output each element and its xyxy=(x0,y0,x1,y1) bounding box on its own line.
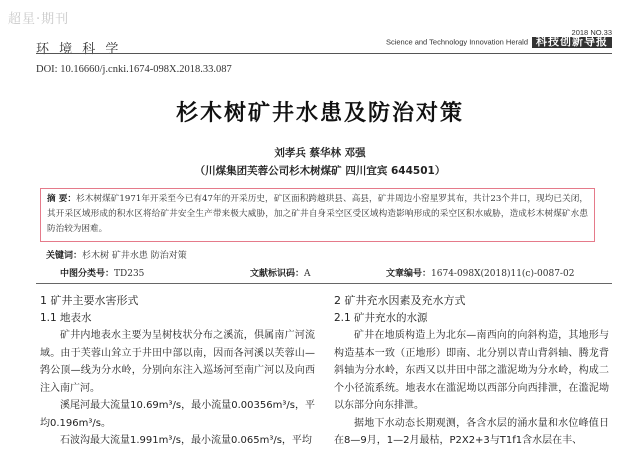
article-value: 1674-098X(2018)11(c)-0087-02 xyxy=(431,269,575,279)
abstract-text: 杉木树煤矿1971年开采至今已有47年的开采历史，矿区面积跨越珙县、高县，矿井周边小窑星罗其布，共计23个井口，现均已关闭，其开采区域形成的积水区将给矿井安全生产带来极大威胁，加之矿井自身采空区受区域构造影响形成的采空区积水威胁，造成杉木树煤矿水患防治较为困难。 xyxy=(47,194,588,234)
article-title: 杉木树矿井水患及防治对策 xyxy=(175,101,464,126)
left-column xyxy=(40,292,315,450)
section-divider xyxy=(36,283,612,284)
doi[interactable]: DOI: 10.16660/j.cnki.1674-098X.2018.33.087 xyxy=(36,64,232,75)
heading-2: 2 矿井充水因素及充水方式 xyxy=(334,294,466,307)
clc-label: 中图分类号： xyxy=(60,269,115,279)
paragraph: 据地下水动态长期观测，各含水层的涌水量和水位峰值日在8—9月，1—2月最枯，P2X2+3与T1f1含水层在丰、 xyxy=(334,417,609,446)
section-label: 环 境 科 学 xyxy=(36,42,122,57)
affiliation: （川煤集团芙蓉公司杉木树煤矿 四川宜宾 644501） xyxy=(194,165,446,177)
abstract-label: 摘 要： xyxy=(47,194,77,204)
journal-name-cn: 科技创新导报 xyxy=(532,37,612,48)
issue-number: 2018 NO.33 xyxy=(571,28,612,37)
keywords-label: 关键词： xyxy=(46,251,83,261)
right-column xyxy=(334,292,609,450)
clc-number xyxy=(60,266,144,279)
paragraph: 矿井在地质构造上为北东—南西向的向斜构造，其地形与构造基本一致（正地形）即南、北分别以青山背斜轴、腾龙背斜轴为分水岭，东西又以井田中部之滥泥坳为分水岭，构成二个小径流系统。地表水在滥泥坳以西部分向西排泄，在滥泥坳以东部分向东排泄。 xyxy=(334,330,609,411)
article-label: 文章编号： xyxy=(386,269,432,279)
doc-value: A xyxy=(304,269,311,279)
watermark: 超星·期刊 xyxy=(8,12,70,27)
paragraph: 矿井内地表水主要为呈树枝状分布之溪流，俱属南广河流域。由于芙蓉山耸立于井田中部以南，因而各河溪以芙蓉山—鹁公顶—线为分水岭，分别向东注入巡场河至南广河以及向西注入南广河。 xyxy=(40,330,315,394)
keywords-text: 杉木树 矿井水患 防治对策 xyxy=(82,251,187,261)
paragraph: 溪尾河最大流量10.69m³/s，最小流量0.00356m³/s，平均0.196m³/s。 xyxy=(40,400,315,429)
authors: 刘孝兵 蔡华林 邓强 xyxy=(274,147,366,159)
abstract-box xyxy=(40,188,595,242)
journal-name-en: Science and Technology Innovation Herald xyxy=(385,37,528,47)
heading-2-1: 2.1 矿井充水的水源 xyxy=(334,311,428,324)
doc-label: 文献标识码： xyxy=(250,269,305,279)
clc-value: TD235 xyxy=(114,269,145,279)
heading-1: 1 矿井主要水害形式 xyxy=(40,294,139,307)
header-rule xyxy=(36,53,612,54)
journal-header xyxy=(386,28,612,48)
keywords xyxy=(46,248,187,261)
doc-code xyxy=(250,266,311,279)
heading-1-1: 1.1 地表水 xyxy=(40,311,92,324)
article-number xyxy=(386,266,574,279)
paragraph: 石波沟最大流量1.991m³/s，最小流量0.065m³/s，平均 xyxy=(60,435,312,446)
